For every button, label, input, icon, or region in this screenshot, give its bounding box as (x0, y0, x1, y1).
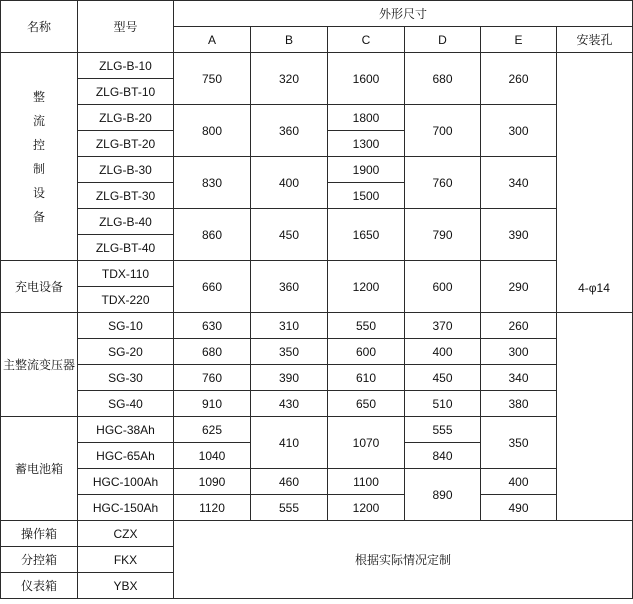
value-a: 1040 (174, 443, 251, 469)
model-cell: ZLG-BT-30 (78, 183, 174, 209)
value-c: 550 (328, 313, 405, 339)
header-col-c: C (328, 27, 405, 53)
header-dimensions: 外形尺寸 (174, 1, 633, 27)
model-cell: ZLG-B-30 (78, 157, 174, 183)
value-e: 490 (481, 495, 557, 521)
value-e: 340 (481, 157, 557, 209)
group-name-char: 备 (32, 209, 45, 224)
value-d: 890 (405, 469, 481, 521)
model-cell: FKX (78, 547, 174, 573)
value-d: 400 (405, 339, 481, 365)
value-e: 400 (481, 469, 557, 495)
group-name-char: 整 (32, 89, 45, 104)
table-row (1, 313, 633, 339)
value-d: 700 (405, 105, 481, 157)
value-b: 460 (251, 469, 328, 495)
table-row (1, 105, 633, 131)
model-cell: HGC-100Ah (78, 469, 174, 495)
value-d: 600 (405, 261, 481, 313)
header-mount: 安装孔 (557, 27, 633, 53)
value-e: 390 (481, 209, 557, 261)
value-e: 380 (481, 391, 557, 417)
value-c: 1800 (328, 105, 405, 131)
model-cell: YBX (78, 573, 174, 599)
value-b: 360 (251, 105, 328, 157)
value-b: 310 (251, 313, 328, 339)
value-d: 840 (405, 443, 481, 469)
model-cell: ZLG-BT-10 (78, 79, 174, 105)
misc-name: 分控箱 (1, 547, 78, 573)
model-cell: SG-30 (78, 365, 174, 391)
model-cell: SG-10 (78, 313, 174, 339)
header-col-a: A (174, 27, 251, 53)
value-c: 1070 (328, 417, 405, 469)
value-c: 610 (328, 365, 405, 391)
value-b: 410 (251, 417, 328, 469)
mount-hole-value: 4-φ14 (578, 281, 610, 295)
value-b: 555 (251, 495, 328, 521)
value-d: 680 (405, 53, 481, 105)
header-col-e: E (481, 27, 557, 53)
value-c: 1900 (328, 157, 405, 183)
value-b: 390 (251, 365, 328, 391)
value-a: 630 (174, 313, 251, 339)
table-row (1, 209, 633, 235)
value-c: 1600 (328, 53, 405, 105)
model-cell: CZX (78, 521, 174, 547)
model-cell: ZLG-BT-40 (78, 235, 174, 261)
header-col-b: B (251, 27, 328, 53)
table-row (1, 53, 633, 79)
value-c: 600 (328, 339, 405, 365)
model-cell: TDX-220 (78, 287, 174, 313)
group-name-char: 设 (32, 185, 45, 200)
value-c: 1650 (328, 209, 405, 261)
model-cell: SG-40 (78, 391, 174, 417)
value-a: 830 (174, 157, 251, 209)
value-d: 555 (405, 417, 481, 443)
value-e: 290 (481, 261, 557, 313)
value-a: 1090 (174, 469, 251, 495)
value-e: 340 (481, 365, 557, 391)
value-b: 430 (251, 391, 328, 417)
value-c: 1200 (328, 495, 405, 521)
value-e: 300 (481, 339, 557, 365)
value-b: 450 (251, 209, 328, 261)
header-model: 型号 (78, 1, 174, 53)
value-a: 910 (174, 391, 251, 417)
value-a: 1120 (174, 495, 251, 521)
value-e: 300 (481, 105, 557, 157)
group-name-char: 制 (32, 161, 45, 176)
model-cell: TDX-110 (78, 261, 174, 287)
value-c: 1500 (328, 183, 405, 209)
misc-name: 操作箱 (1, 521, 78, 547)
value-c: 1200 (328, 261, 405, 313)
table-row (1, 521, 633, 547)
mount-empty-bottom (557, 313, 633, 521)
value-a: 660 (174, 261, 251, 313)
value-b: 350 (251, 339, 328, 365)
value-c: 1100 (328, 469, 405, 495)
header-row-1 (1, 1, 633, 27)
table-row (1, 339, 633, 365)
group-name-rectifier (1, 53, 78, 261)
table-row (1, 157, 633, 183)
group-name-char: 流 (32, 113, 45, 128)
value-b: 360 (251, 261, 328, 313)
value-b: 400 (251, 157, 328, 209)
table-row (1, 417, 633, 443)
value-a: 860 (174, 209, 251, 261)
model-cell: HGC-65Ah (78, 443, 174, 469)
group-name-transformer: 主整流变压器 (1, 313, 78, 417)
value-b: 320 (251, 53, 328, 105)
value-d: 450 (405, 365, 481, 391)
value-e: 260 (481, 53, 557, 105)
model-cell: HGC-150Ah (78, 495, 174, 521)
value-d: 370 (405, 313, 481, 339)
value-c: 650 (328, 391, 405, 417)
value-d: 510 (405, 391, 481, 417)
table-row (1, 495, 633, 521)
group-name-charger: 充电设备 (1, 261, 78, 313)
group-name-battery: 蓄电池箱 (1, 417, 78, 521)
header-col-d: D (405, 27, 481, 53)
misc-name: 仪表箱 (1, 573, 78, 599)
header-name: 名称 (1, 1, 78, 53)
value-a: 760 (174, 365, 251, 391)
value-c: 1300 (328, 131, 405, 157)
mount-empty-top (557, 53, 633, 313)
value-a: 680 (174, 339, 251, 365)
table-row (1, 365, 633, 391)
value-d: 790 (405, 209, 481, 261)
value-e: 350 (481, 417, 557, 469)
model-cell: ZLG-B-20 (78, 105, 174, 131)
model-cell: SG-20 (78, 339, 174, 365)
value-e: 260 (481, 313, 557, 339)
table-row (1, 469, 633, 495)
value-d: 760 (405, 157, 481, 209)
table-row (1, 391, 633, 417)
group-name-char: 控 (32, 137, 45, 152)
value-a: 625 (174, 417, 251, 443)
model-cell: ZLG-B-40 (78, 209, 174, 235)
table-row (1, 261, 633, 287)
value-a: 750 (174, 53, 251, 105)
model-cell: ZLG-B-10 (78, 53, 174, 79)
custom-note: 根据实际情况定制 (174, 521, 633, 599)
value-a: 800 (174, 105, 251, 157)
model-cell: ZLG-BT-20 (78, 131, 174, 157)
model-cell: HGC-38Ah (78, 417, 174, 443)
